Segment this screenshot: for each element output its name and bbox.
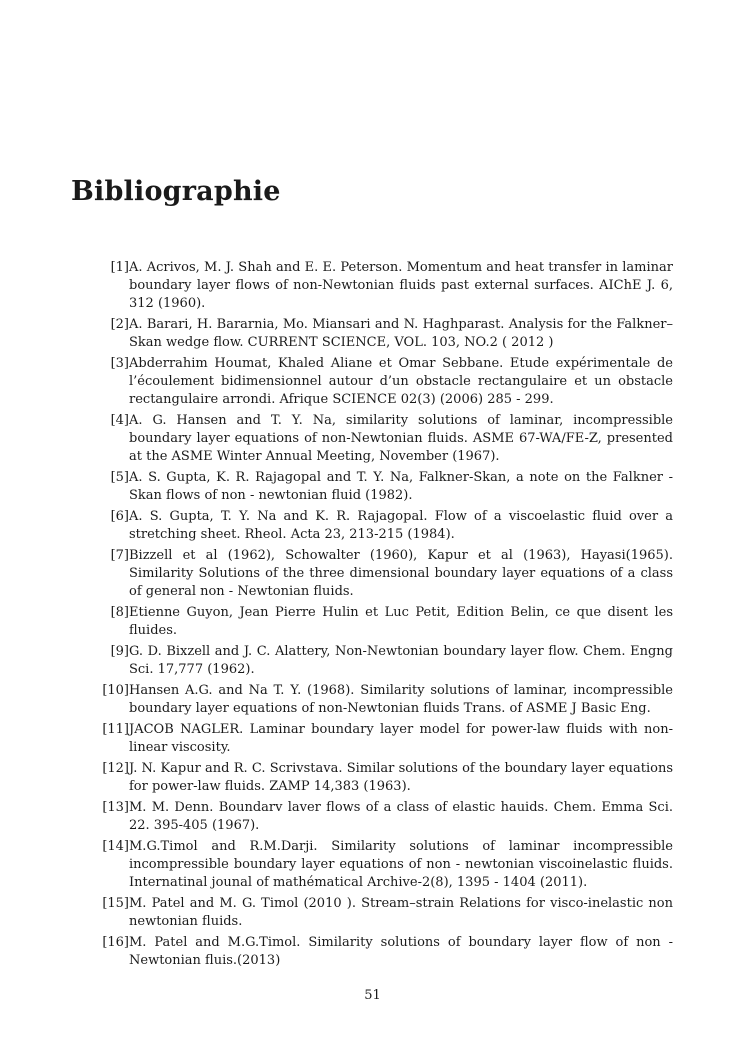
reference-item [97, 934, 673, 970]
reference-item [97, 469, 673, 505]
reference-text: M. Patel and M.G.Timol. Similarity solutions of boundary layer flow of non - Newtonian fluis.(2013) [129, 935, 673, 968]
reference-number: [6] [110, 509, 129, 524]
reference-item [97, 760, 673, 796]
reference-item [97, 643, 673, 679]
reference-item [97, 721, 673, 757]
reference-number: [7] [110, 548, 129, 563]
reference-text: Bizzell et al (1962), Schowalter (1960), Kapur et al (1963), Hayasi(1965). Similarity Solutions of the three dimensional boundary layer equations of a class of general non - Newtonian fluids. [129, 548, 673, 599]
reference-text: J. N. Kapur and R. C. Scrivstava. Similar solutions of the boundary layer equations for power-law fluids. ZAMP 14,383 (1963). [129, 761, 673, 794]
page-number: 51 [364, 988, 381, 1003]
reference-text: A. Acrivos, M. J. Shah and E. E. Peterson. Momentum and heat transfer in laminar boundary layer flows of non-Newtonian fluids past external surfaces. AIChE J. 6, 312 (1960). [129, 260, 673, 311]
reference-text: M.G.Timol and R.M.Darji. Similarity solutions of laminar incompressible incompressible boundary layer equations of non - newtonian viscoinelastic fluids. Internatinal jounal of mathématical Archive-2(8), 1395 - 1404 (2011). [129, 839, 673, 890]
reference-item [97, 547, 673, 601]
reference-number: [1] [110, 260, 129, 275]
reference-number: [9] [110, 644, 129, 659]
reference-text: A. Barari, H. Bararnia, Mo. Miansari and N. Haghparast. Analysis for the Falkner–Skan wedge flow. CURRENT SCIENCE, VOL. 103, NO.2 ( 2012 ) [129, 317, 673, 350]
reference-number: [8] [110, 605, 129, 620]
reference-number: [2] [110, 317, 129, 332]
reference-text: A. G. Hansen and T. Y. Na, similarity solutions of laminar, incompressible boundary layer equations of non-Newtonian fluids. ASME 67-WA/FE-Z, presented at the ASME Winter Annual Meeting, November (1967). [129, 413, 673, 464]
reference-number: [5] [110, 470, 129, 485]
reference-item [97, 895, 673, 931]
bibliography-list [97, 259, 673, 973]
reference-text: Abderrahim Houmat, Khaled Aliane et Omar Sebbane. Etude expérimentale de l’écoulement bidimensionnel autour d’un obstacle rectangulaire et un obstacle rectangulaire arrondi. Afrique SCIENCE 02(3) (2006) 285 - 299. [129, 356, 673, 407]
reference-number: [10] [102, 683, 129, 698]
reference-number: [3] [110, 356, 129, 371]
reference-item [97, 799, 673, 835]
reference-text: Hansen A.G. and Na T. Y. (1968). Similarity solutions of laminar, incompressible boundary layer equations of non-Newtonian fluids Trans. of ASME J Basic Eng. [129, 683, 673, 716]
reference-item [97, 259, 673, 313]
reference-number: [11] [102, 722, 129, 737]
reference-text: A. S. Gupta, K. R. Rajagopal and T. Y. Na, Falkner-Skan, a note on the Falkner -Skan flows of non - newtonian fluid (1982). [129, 470, 673, 503]
reference-text: M. Patel and M. G. Timol (2010 ). Stream–strain Relations for visco-inelastic non newtonian fluids. [129, 896, 673, 929]
reference-text: M. M. Denn. Boundarv laver flows of a class of elastic hauids. Chem. Emma Sci. 22. 395-405 (1967). [129, 800, 673, 833]
reference-text: G. D. Bixzell and J. C. Alattery, Non-Newtonian boundary layer flow. Chem. Engng Sci. 17,777 (1962). [129, 644, 673, 677]
reference-item [97, 604, 673, 640]
reference-text: JACOB NAGLER. Laminar boundary layer model for power-law fluids with non-linear viscosity. [129, 722, 673, 755]
reference-item [97, 355, 673, 409]
reference-item [97, 682, 673, 718]
reference-text: A. S. Gupta, T. Y. Na and K. R. Rajagopal. Flow of a viscoelastic fluid over a stretching sheet. Rheol. Acta 23, 213-215 (1984). [129, 509, 673, 542]
reference-number: [4] [110, 413, 129, 428]
reference-text: Etienne Guyon, Jean Pierre Hulin et Luc Petit, Edition Belin, ce que disent les fluides. [129, 605, 673, 638]
reference-number: [13] [102, 800, 129, 815]
reference-item [97, 412, 673, 466]
reference-number: [16] [102, 935, 129, 950]
reference-item [97, 508, 673, 544]
reference-number: [14] [102, 839, 129, 854]
reference-item [97, 316, 673, 352]
chapter-title: Bibliographie [71, 176, 281, 207]
reference-item [97, 838, 673, 892]
reference-number: [15] [102, 896, 129, 911]
reference-number: [12] [102, 761, 129, 776]
